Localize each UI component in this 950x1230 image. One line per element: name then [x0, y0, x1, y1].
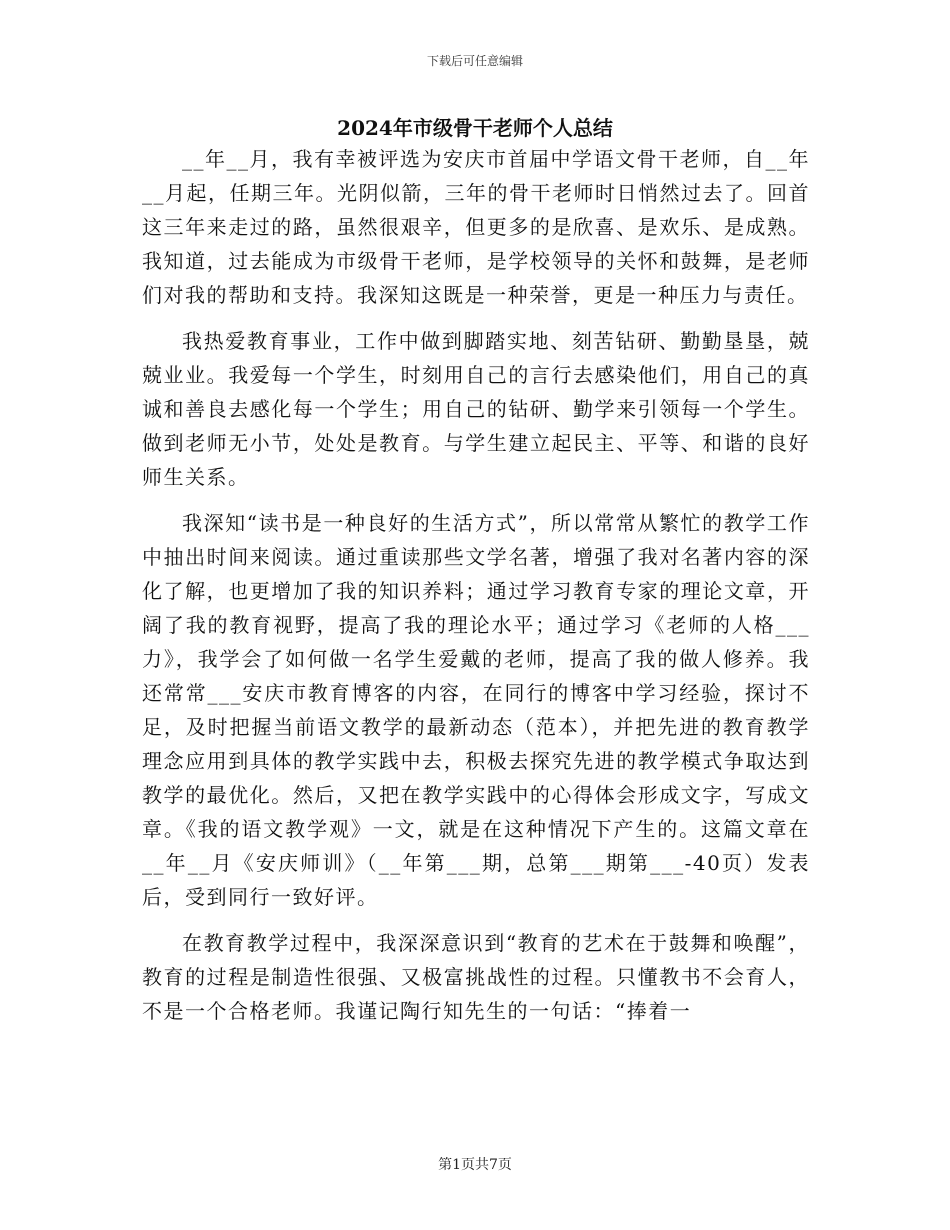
paragraph-2: 我热爱教育事业，工作中做到脚踏实地、刻苦钻研、勤勤垦垦，兢兢业业。我爱每一个学生，时刻用自己的言行去感染他们，用自己的真诚和善良去感化每一个学生；用自己的钻研、勤学来引领每一个学生。做到老师无小节，处处是教育。与学生建立起民主、平等、和谐的良好师生关系。: [142, 329, 810, 489]
paragraph-1: __年__月，我有幸被评选为安庆市首届中学语文骨干老师，自__年__月起，任期三年。光阴似箭，三年的骨干老师时日悄然过去了。回首这三年来走过的路，虽然很艰辛，但更多的是欣喜、是欢乐、是成熟。我知道，过去能成为市级骨干老师，是学校领导的关怀和鼓舞，是老师们对我的帮助和支持。我深知这既是一种荣誉，更是一种压力与责任。: [142, 147, 810, 307]
paragraph-3: 我深知“读书是一种良好的生活方式”，所以常常从繁忙的教学工作中抽出时间来阅读。通过重读那些文学名著，增强了我对名著内容的深化了解，也更增加了我的知识养料；通过学习教育专家的理论文章，开阔了我的教育视野，提高了我的理论水平；通过学习《老师的人格___力》，我学会了如何做一名学生爱戴的老师，提高了我的做人修养。我还常常___安庆市教育博客的内容，在同行的博客中学习经验，探讨不足，及时把握当前语文教学的最新动态（范本），并把先进的教育教学理念应用到具体的教学实践中去，积极去探究先进的教学模式争取达到教学的最优化。然后，又把在教学实践中的心得体会形成文字，写成文章。《我的语文教学观》一文，就是在这种情况下产生的。这篇文章在__年__月《安庆师训》（__年第___期，总第___期第___-40页）发表后，受到同行一致好评。: [142, 511, 810, 909]
page-header-note: 下载后可任意编辑: [426, 54, 523, 68]
document-title: 2024年市级骨干老师个人总结: [337, 116, 613, 140]
document-body: [142, 142, 810, 1028]
page-number: 第1页共7页: [438, 1157, 512, 1173]
paragraph-4: 在教育教学过程中，我深深意识到“教育的艺术在于鼓舞和唤醒”，教育的过程是制造性很强、又极富挑战性的过程。只懂教书不会育人，不是一个合格老师。我谨记陶行知先生的一句话：“捧着一: [142, 931, 810, 1023]
